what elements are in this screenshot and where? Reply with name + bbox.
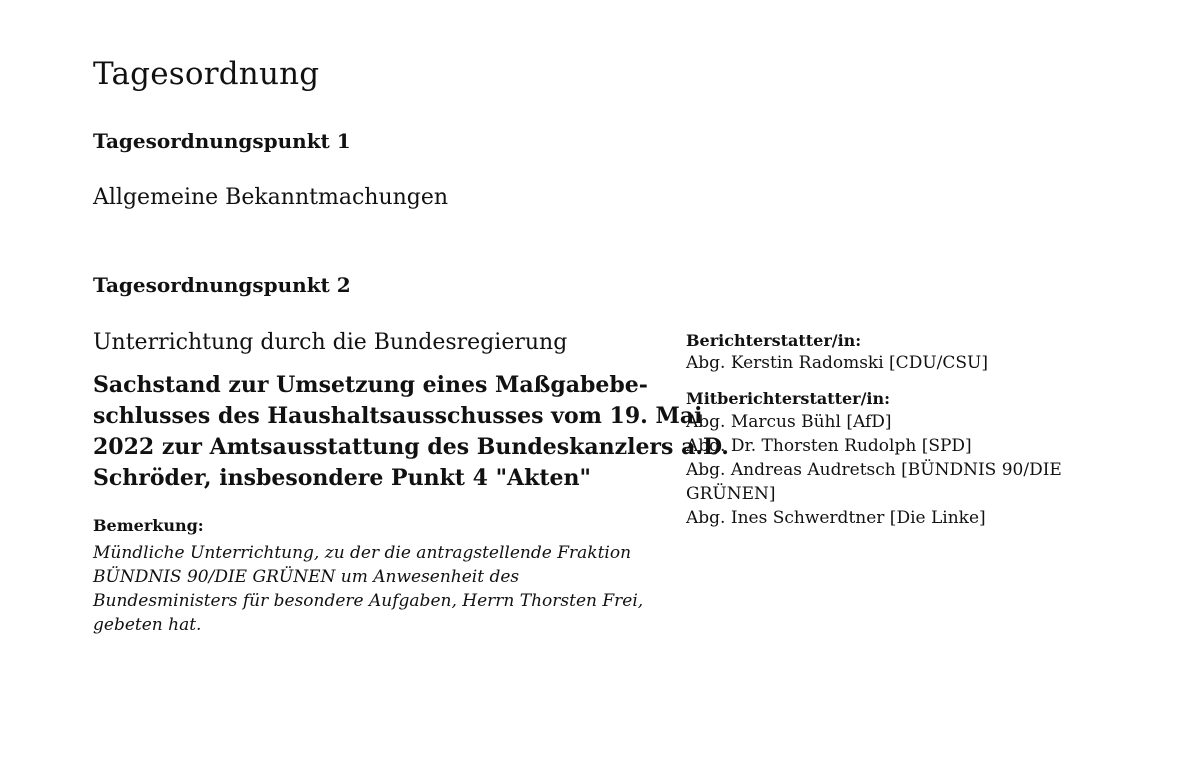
agenda-item-2-title-line: schlusses des Haushaltsausschusses vom 19. Mai bbox=[93, 403, 703, 429]
remark-label: Bemerkung: bbox=[93, 516, 204, 535]
remark-line: Bundesministers für besondere Aufgaben, Herrn Thorsten Frei, bbox=[93, 591, 644, 611]
agenda-item-2-title bbox=[93, 370, 729, 494]
corapporteur-line: GRÜNEN] bbox=[686, 484, 776, 504]
agenda-item-1-text: Allgemeine Bekanntmachungen bbox=[93, 185, 449, 210]
rapporteur-label: Berichterstatter/in: bbox=[686, 331, 862, 350]
corapporteur-line: Abg. Ines Schwerdtner [Die Linke] bbox=[686, 508, 986, 528]
remark-line: Mündliche Unterrichtung, zu der die antragstellende Fraktion bbox=[93, 543, 632, 563]
agenda-item-2-title-line: 2022 zur Amtsausstattung des Bundeskanzlers a.D. bbox=[93, 434, 729, 460]
corapporteur-label: Mitberichterstatter/in: bbox=[686, 389, 891, 408]
corapporteur-line: Abg. Marcus Bühl [AfD] bbox=[686, 412, 892, 432]
agenda-item-1-heading: Tagesordnungspunkt 1 bbox=[93, 129, 351, 153]
agenda-item-2-heading: Tagesordnungspunkt 2 bbox=[93, 273, 351, 297]
agenda-item-2-title-line: Schröder, insbesondere Punkt 4 "Akten" bbox=[93, 465, 591, 491]
corapporteur-line: Abg. Andreas Audretsch [BÜNDNIS 90/DIE bbox=[686, 460, 1062, 480]
corapporteur-line: Abg. Dr. Thorsten Rudolph [SPD] bbox=[686, 436, 972, 456]
page-title: Tagesordnung bbox=[93, 56, 320, 92]
remark-line: gebeten hat. bbox=[93, 615, 202, 635]
rapporteur-name: Abg. Kerstin Radomski [CDU/CSU] bbox=[686, 353, 988, 373]
agenda-item-2-intro: Unterrichtung durch die Bundesregierung bbox=[93, 330, 568, 355]
remark-line: BÜNDNIS 90/DIE GRÜNEN um Anwesenheit des bbox=[93, 567, 520, 587]
remark-text bbox=[93, 541, 643, 637]
corapporteur-list bbox=[686, 410, 1062, 530]
agenda-item-2-title-line: Sachstand zur Umsetzung eines Maßgabebe- bbox=[93, 372, 648, 398]
